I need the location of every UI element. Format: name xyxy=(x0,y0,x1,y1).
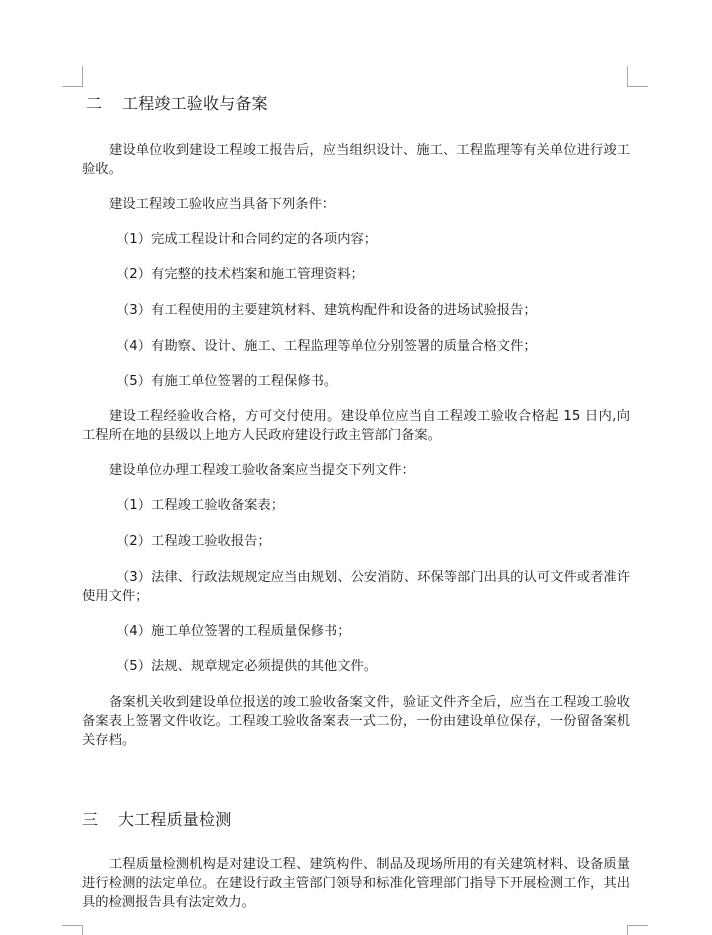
list-item: （5）有施工单位签署的工程保修书。 xyxy=(116,374,338,389)
list-item: （2）有完整的技术档案和施工管理资料； xyxy=(116,267,364,282)
crop-mark xyxy=(627,66,628,87)
crop-mark xyxy=(62,925,82,926)
paragraph: 建设单位收到建设工程竣工报告后，应当组织设计、施工、工程监理等有关单位进行竣工验收。 xyxy=(82,143,630,177)
list-item: （4）有勘察、设计、施工、工程监理等单位分别签署的质量合格文件； xyxy=(116,339,537,354)
crop-mark xyxy=(628,86,648,87)
paragraph: 备案机关收到建设单位报送的竣工验收备案文件，验证文件齐全后，应当在工程竣工验收备案表上签署文件收讫。工程竣工验收备案表一式二份，一份由建设单位保存，一份留备案机关存档。 xyxy=(82,695,630,748)
section-title: 工程竣工验收与备案 xyxy=(122,94,268,113)
list-item: （2）工程竣工验收报告； xyxy=(116,534,271,549)
list-item: （3）法律、行政法规规定应当由规划、公安消防、环保等部门出具的认可文件或者准许使用文件； xyxy=(82,570,630,604)
crop-mark xyxy=(82,66,83,87)
section-number: 三 xyxy=(82,810,99,829)
section-title: 大工程质量检测 xyxy=(118,810,232,829)
paragraph: 建设单位办理工程竣工验收备案应当提交下列文件： xyxy=(109,463,415,478)
section-heading xyxy=(86,94,268,114)
list-item: （3）有工程使用的主要建筑材料、建筑构配件和设备的进场试验报告； xyxy=(116,303,537,318)
crop-mark xyxy=(82,925,83,935)
list-item: （1）工程竣工验收备案表； xyxy=(116,498,285,513)
list-item: （1）完成工程设计和合同约定的各项内容； xyxy=(116,232,378,247)
paragraph: 工程质量检测机构是对建设工程、建筑构件、制品及现场所用的有关建筑材料、设备质量进行检测的法定单位。在建设行政主管部门领导和标准化管理部门指导下开展检测工作，其出具的检测报告具有法定效力。 xyxy=(82,857,630,910)
section-number: 二 xyxy=(86,94,103,113)
crop-mark xyxy=(628,925,648,926)
crop-mark xyxy=(627,925,628,935)
crop-mark xyxy=(62,86,82,87)
list-item: （5）法规、规章规定必须提供的其他文件。 xyxy=(116,659,378,674)
paragraph: 建设工程经验收合格，方可交付使用。建设单位应当自工程竣工验收合格起 15 日内,向工程所在地的县级以上地方人民政府建设行政主管部门备案。 xyxy=(82,409,630,443)
paragraph: 建设工程竣工验收应当具备下列条件： xyxy=(109,197,336,212)
section-heading xyxy=(82,810,231,830)
list-item: （4）施工单位签署的工程质量保修书； xyxy=(116,624,351,639)
